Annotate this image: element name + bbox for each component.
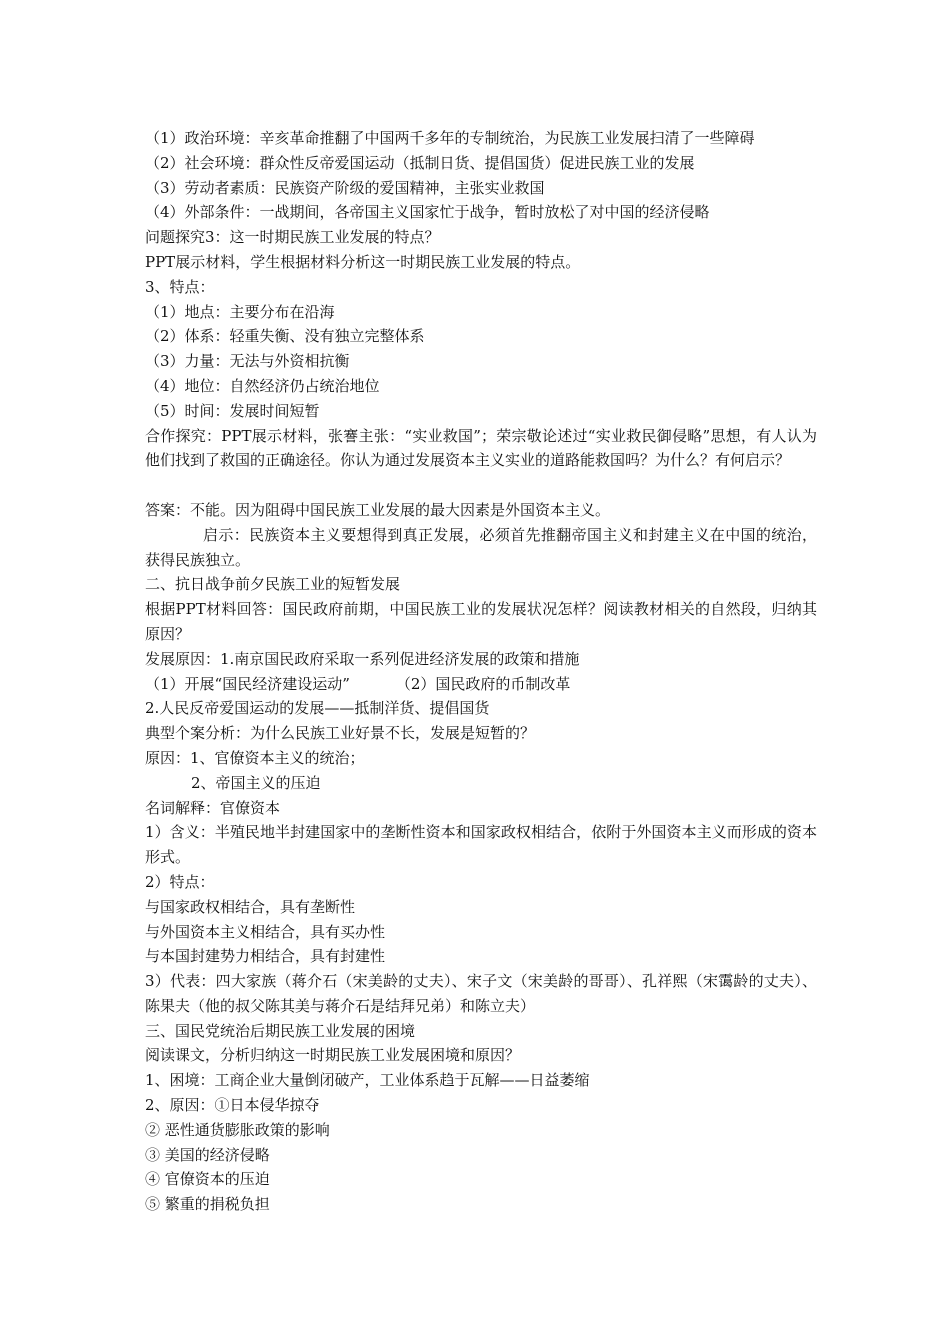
text-line: 发展原因：1.南京国民政府采取一系列促进经济发展的政策和措施 (145, 649, 580, 668)
text-line: ⑤ 繁重的捐税负担 (145, 1195, 270, 1214)
text-line: 2.人民反帝爱国运动的发展——抵制洋货、提倡国货 (145, 699, 490, 718)
text-line: 2）特点： (145, 872, 215, 891)
answer-line: 答案：不能。因为阻碍中国民族工业发展的最大因素是外国资本主义。 (145, 500, 611, 519)
text-line: （1）政治环境：辛亥革命推翻了中国两千多年的专制统治，为民族工业发展扫清了一些障碍 (145, 129, 755, 147)
text-line: ④ 官僚资本的压迫 (145, 1170, 270, 1189)
text-line: 典型个案分析：为什么民族工业好景不长，发展是短暂的？ (145, 724, 536, 743)
paragraph: 1）含义：半殖民地半封建国家中的垄断性资本和国家政权相结合，依附于外国资本主义而形成的资本形式。 (145, 823, 817, 867)
text-line: 原因：1、官僚资本主义的统治； (145, 748, 365, 767)
question-heading: 问题探究3：这一时期民族工业发展的特点？ (145, 228, 440, 247)
text-line: （2）体系：轻重失衡、没有独立完整体系 (145, 327, 425, 346)
section-heading: 三、国民党统治后期民族工业发展的困境 (145, 1021, 416, 1040)
text-line: （5）时间：发展时间短暂 (145, 401, 320, 420)
text-line: 1、困境：工商企业大量倒闭破产，工业体系趋于瓦解——日益萎缩 (145, 1071, 590, 1090)
text-span: （2）国民政府的币制改革 (395, 674, 571, 693)
document-body (145, 126, 817, 1217)
text-line: PPT展示材料，学生根据材料分析这一时期民族工业发展的特点。 (145, 252, 581, 271)
text-line: 与国家政权相结合，具有垄断性 (145, 897, 356, 916)
text-line: （3）劳动者素质：民族资产阶级的爱国精神，主张实业救国 (145, 178, 545, 197)
text-line: ③ 美国的经济侵略 (145, 1145, 270, 1164)
text-line: 2、帝国主义的压迫 (191, 773, 321, 792)
text-line: 与本国封建势力相结合，具有封建性 (145, 947, 386, 966)
text-line: （4）外部条件：一战期间，各帝国主义国家忙于战争，暂时放松了对中国的经济侵略 (145, 203, 710, 222)
text-line (145, 672, 817, 697)
text-line: （4）地位：自然经济仍占统治地位 (145, 376, 380, 395)
text-line: （3）力量：无法与外资相抗衡 (145, 352, 350, 371)
text-line: 与外国资本主义相结合，具有买办性 (145, 922, 386, 941)
paragraph: 根据PPT材料回答：国民政府前期，中国民族工业的发展状况怎样？阅读教材相关的自然段，归纳其原因？ (145, 600, 817, 643)
text-line: 阅读课文，分析归纳这一时期民族工业发展困境和原因？ (145, 1046, 521, 1065)
text-span: （1）开展“国民经济建设运动” (145, 674, 350, 693)
paragraph: 3）代表：四大家族（蒋介石（宋美龄的丈夫）、宋子文（宋美龄的哥哥）、孔祥熙（宋霭龄的丈夫）、陈果夫（他的叔父陈其美与蒋介石是结拜兄弟）和陈立夫） (145, 972, 817, 1015)
section-heading: 3、特点： (145, 277, 215, 296)
section-heading: 二、抗日战争前夕民族工业的短暂发展 (145, 575, 401, 594)
text-line: （1）地点：主要分布在沿海 (145, 302, 335, 321)
paragraph: 启示：民族资本主义要想得到真正发展，必须首先推翻帝国主义和封建主义在中国的统治，获得民族独立。 (145, 525, 817, 569)
text-line: （2）社会环境：群众性反帝爱国运动（抵制日货、提倡国货）促进民族工业的发展 (145, 153, 695, 172)
text-line: ② 恶性通货膨胀政策的影响 (145, 1120, 330, 1139)
paragraph: 合作探究：PPT展示材料，张謇主张：“实业救国”；荣宗敬论述过“实业救民御侵略”思想，有人认为他们找到了救国的正确途径。你认为通过发展资本主义实业的道路能救国吗？为什么？有何启示？ (145, 426, 817, 470)
term-heading: 名词解释：官僚资本 (145, 798, 281, 817)
text-line: 2、原因：①日本侵华掠夺 (145, 1096, 320, 1115)
